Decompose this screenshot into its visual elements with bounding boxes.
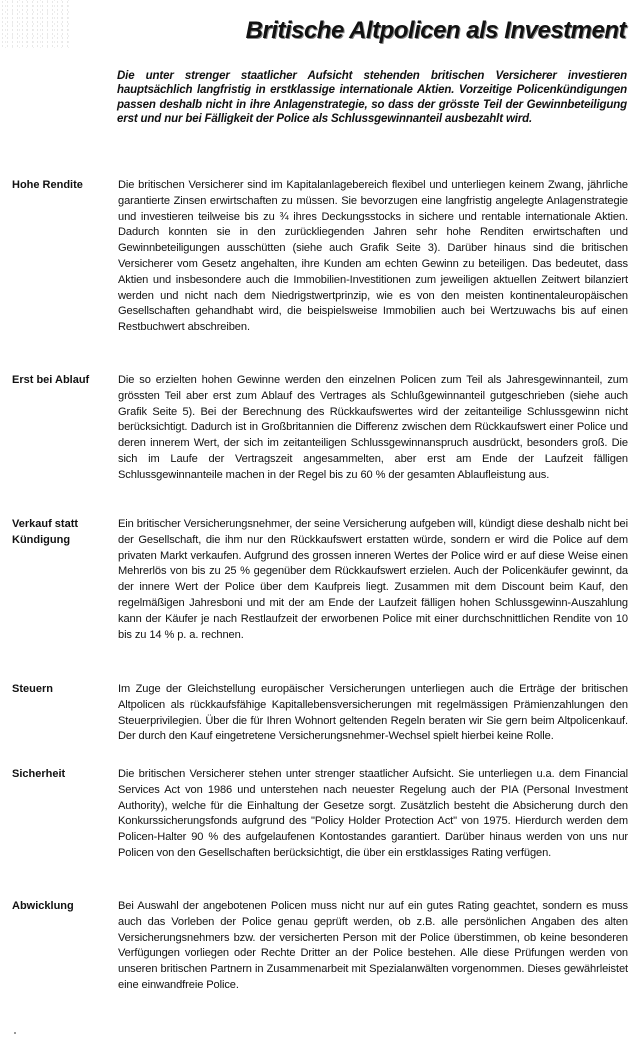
section-label: Erst bei Ablauf (12, 374, 90, 386)
section-text: Im Zuge der Gleichstellung europäischer Versicherungen unterliegen auch die Erträge der britischen Altpolicen als rückkaufsfähige Kapitallebensversicherungen mit regelmässigen Prämienzahlungen den Steuerprivilegien. Über die für Ihren Wohnort geltenden Regeln beraten wir Sie gern beim Altpolicenkauf. Der durch den Kauf eingetretene Versicherungsnehmer-Wechsel spielt hierbei keine Rolle. (118, 683, 628, 743)
intro-paragraph: Die unter strenger staatlicher Aufsicht stehenden britischen Versicherer investieren hauptsächlich langfristig in erstklassige internationale Aktien. Vorzeitige Policenkündigungen passen deshalb nicht in ihre Anlagenstrategie, so dass der grösste Teil der Gewinnbeteiligung erst und nur bei Fälligkeit der Police als Schlussgewinnanteil ausbezahlt wird. (117, 70, 627, 126)
document-title: Britische Altpolicen als Investment (245, 17, 626, 44)
section-text: Ein britischer Versicherungsnehmer, der seine Versicherung aufgeben will, kündigt diese deshalb nicht bei der Gesellschaft, die ihm nur den Rückkaufswert erstatten würde, sondern er wird die Police auf dem privaten Markt verkaufen. Aufgrund des grossen inneren Wertes der Police wird er auf diese Weise einen Mehrerlös von bis zu 25 % gegenüber dem Rückkaufswert erzielen. Auch der Policenkäufer gewinnt, da der innere Wert der Police über dem Kaufpreis liegt. Zusammen mit dem Discount beim Kauf, den regelmäßigen Jahresboni und mit der am Ende der Laufzeit fälligen hohen Schlussgewinn-Auszahlung kann der Käufer je nach Restlaufzeit der erworbenen Police mit einer durchschnittlichen Rendite von 10 bis zu 14 % p. a. rechnen. (118, 518, 628, 641)
section-text: Die britischen Versicherer sind im Kapitalanlagebereich flexibel und unterliegen keinem Zwang, jährliche garantierte Zinsen erwirtschaften zu müssen. Sie bevorzugen eine langfristig angelegte Anlagenstrategie und investieren teilweise bis zu ¾ ihres Deckungsstocks in sichere und rentable internationale Aktien. Dadurch konnten sie in den zurückliegenden Jahren sehr hohe Renditen erwirtschaften und Gewinnbeteiligungen ausschütten (siehe auch Grafik Seite 3). Darüber hinaus sind die britischen Versicherer vom Gesetz angehalten, ihre Kunden am echten Gewinn zu beteiligen. Das bedeutet, dass Aktien und insbesondere auch die Immobilien-Investitionen zum jeweiligen aktuellen Zeitwert bilanziert werden und nicht nach dem Niedrigstwertprinzip, wie es von den meisten kontinentaleuropäischen Gesellschaften gehandhabt wird, die beispielsweise Immobilien auch bei Wertzuwachs bis auf einen Restbuchwert abschreiben. (118, 179, 628, 334)
section-label: Hohe Rendite (12, 179, 83, 191)
scan-noise (0, 0, 70, 48)
section-text: Die britischen Versicherer stehen unter strenger staatlicher Aufsicht. Sie unterliegen u.a. dem Financial Services Act von 1986 und unterstehen nach neuester Regelung auch der PIA (Personal Investment Authority), welche für die Einhaltung der Gesetze sorgt. Zusätzlich besteht die Absicherung durch den Konkurssicherungsfonds aufgrund des "Policy Holder Protection Act" von 1975. Hierdurch werden dem Policen-Halter 90 % des aufgelaufenen Kontostandes garantiert. Darüber hinaus werden von uns nur Policen von den Gesellschaften berücksichtigt, die über ein erstklassiges Rating verfügen. (118, 768, 628, 859)
section-text: Bei Auswahl der angebotenen Policen muss nicht nur auf ein gutes Rating geachtet, sondern es muss auch das Vorleben der Police genau geprüft werden, ob z.B. alle persönlichen Angaben des alten Versicherungsnehmers bzw. der versicherten Person mit der Police überstimmen, ob keine besonderen Verfügungen vorliegen oder Rechte Dritter an der Police bestehen. Alle diese Prüfungen werden von unseren britischen Partnern in Zusammenarbeit mit Spezialanwälten vorgenommen. Dieses gewährleistet eine einwandfreie Police. (118, 900, 628, 991)
section-text: Die so erzielten hohen Gewinne werden den einzelnen Policen zum Teil als Jahresgewinnanteil, zum grössten Teil aber erst zum Ablauf des Vertrages als Schlußgewinnanteil gutgeschrieben (siehe auch Grafik Seite 5). Bei der Berechnung des Rückkaufswertes wird der zeitanteilige Schlussgewinn nicht berücksichtigt. Dadurch ist in Großbritannien die Differenz zwischen dem Rückkaufswert einer Police und deren innerem Wert, der sich im zeitanteiligen Schlussgewinnanspruch ausdrückt, besonders groß. Die sich im Laufe der Vertragszeit angesammelten, aber erst am Ende der Laufzeit fälligen Schlussgewinnanteile machen in der Regel bis zu 60 % der gesamten Ablaufleistung aus. (118, 374, 628, 481)
section-label: Abwicklung (12, 900, 74, 912)
scan-dot (14, 1032, 16, 1034)
section-label: Steuern (12, 683, 53, 695)
section-label: Verkauf statt Kündigung (12, 518, 79, 546)
section-label: Sicherheit (12, 768, 66, 780)
